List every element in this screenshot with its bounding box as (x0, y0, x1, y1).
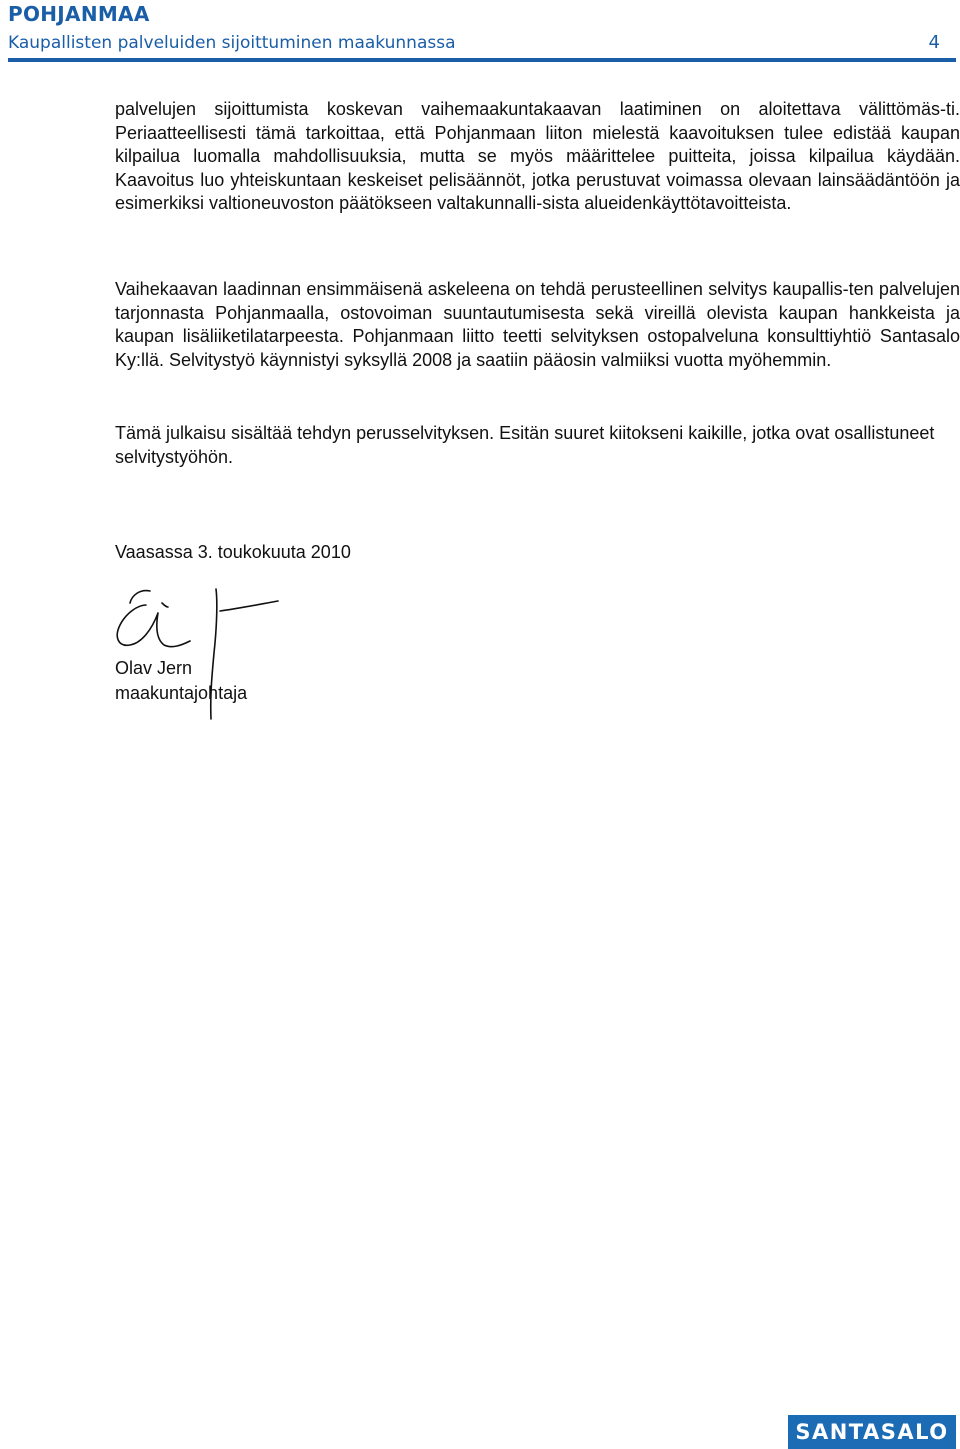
paragraph: Vaihekaavan laadinnan ensimmäisenä askeleena on tehdä perusteellinen selvitys kaupallis-ten palvelujen tarjonnasta Pohjanmaalla, ostovoiman suuntautumisesta sekä vireillä olevista kaupan hankkeista ja kaupan lisäliiketilatarpeesta. Pohjanmaan liitto teetti selvityksen ostopalveluna konsulttiyhtiö Santasalo Ky:llä. Selvitystyö käynnistyi syksyllä 2008 ja saatiin pääosin valmiiksi vuotta myöhemmin. (115, 279, 960, 370)
place-and-date: Vaasassa 3. toukokuuta 2010 (115, 542, 351, 562)
paragraph: Tämä julkaisu sisältää tehdyn perusselvityksen. Esitän suuret kiitokseni kaikille, jotka ovat osallistuneet selvitystyöhön. (115, 423, 935, 467)
signature-image (110, 585, 350, 725)
paragraph: palvelujen sijoittumista koskevan vaihemaakuntakaavan laatiminen on aloitettava välittömäs-ti. Periaatteellisesti tämä tarkoittaa, että Pohjanmaan liiton mielestä kaavoituksen tulee edistää kaupan kilpailua luomalla mahdollisuuksia, mutta se myös määrittelee puitteita, joissa kilpailua käydään. Kaavoitus luo yhteiskuntaan keskeiset pelisäännöt, jotka perustuvat voimassa olevaan lainsäädäntöön ja esimerkiksi valtioneuvoston päätökseen valtakunnalli-sista alueidenkäyttötavoitteista. (115, 99, 960, 213)
document-title: POHJANMAA (8, 2, 150, 26)
header-divider (8, 58, 956, 62)
signer-title: maakuntajohtaja (115, 683, 248, 703)
logo-text: SANTASALO (795, 1420, 949, 1444)
signer-name: Olav Jern (115, 658, 193, 678)
document-subtitle: Kaupallisten palveluiden sijoittuminen maakunnassa (8, 33, 456, 53)
page-number: 4 (928, 32, 940, 53)
santasalo-logo (788, 1415, 956, 1449)
